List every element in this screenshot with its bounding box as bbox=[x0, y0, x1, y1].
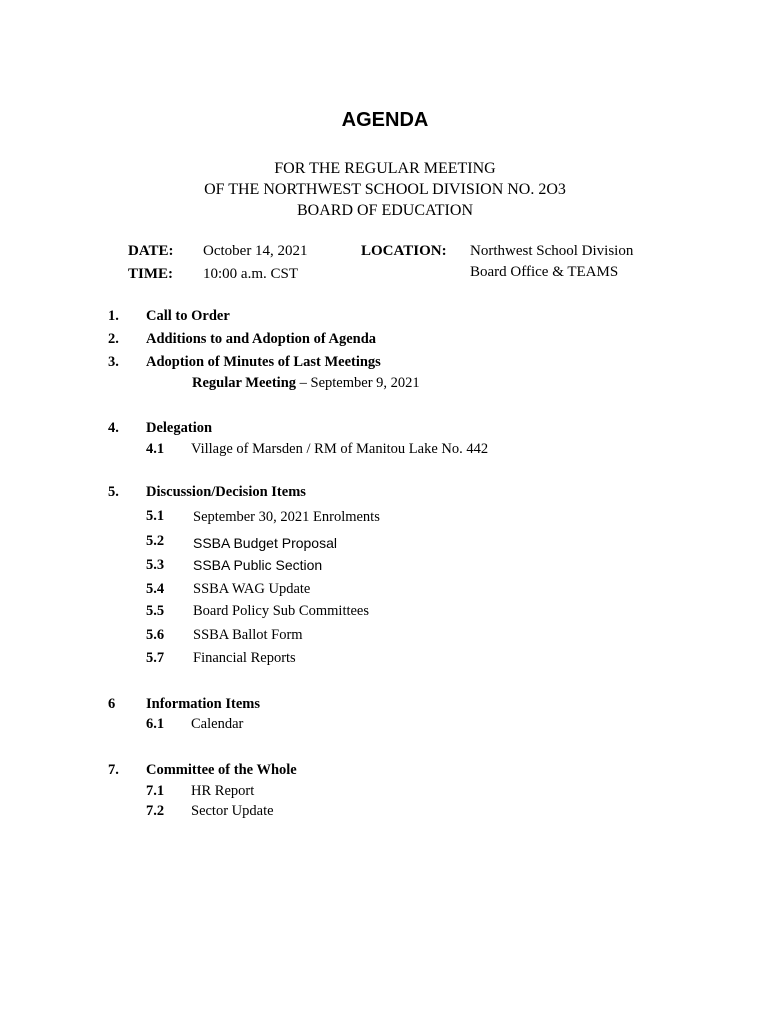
sub-item-number: 5.5 bbox=[146, 603, 165, 619]
item-title: Additions to and Adoption of Agenda bbox=[146, 331, 377, 347]
sub-item-number: 4.1 bbox=[146, 441, 165, 457]
sub-item-number: 7.2 bbox=[146, 803, 165, 819]
location-line-1: Northwest School Division bbox=[470, 243, 634, 259]
subtitle-line-3: BOARD OF EDUCATION bbox=[296, 202, 473, 219]
item-title: Committee of the Whole bbox=[146, 762, 297, 778]
item-title: Adoption of Minutes of Last Meetings bbox=[146, 354, 381, 370]
minutes-detail-bold: Regular Meeting bbox=[192, 375, 297, 391]
sub-item-text: Calendar bbox=[191, 716, 244, 732]
sub-item-text: Board Policy Sub Committees bbox=[193, 603, 370, 619]
item-number: 1. bbox=[108, 308, 119, 324]
item-number: 7. bbox=[108, 762, 119, 778]
item-title: Information Items bbox=[146, 696, 260, 712]
sub-item-text: Village of Marsden / RM of Manitou Lake No. 442 bbox=[191, 441, 489, 457]
subtitle-line-2: OF THE NORTHWEST SCHOOL DIVISION NO. 2O3 bbox=[204, 181, 566, 198]
sub-item-number: 6.1 bbox=[146, 716, 165, 732]
time-value: 10:00 a.m. CST bbox=[203, 266, 299, 282]
item-title: Delegation bbox=[146, 420, 213, 436]
item-title: Call to Order bbox=[146, 308, 230, 324]
sub-item-text: SSBA Public Section bbox=[193, 557, 323, 573]
item-number: 6 bbox=[108, 696, 116, 712]
sub-item-number: 5.1 bbox=[146, 508, 165, 524]
sub-item-text: Sector Update bbox=[191, 803, 274, 819]
item-number: 4. bbox=[108, 420, 119, 436]
agenda-title: AGENDA bbox=[341, 109, 429, 131]
sub-item-number: 5.6 bbox=[146, 627, 165, 643]
subtitle-line-1: FOR THE REGULAR MEETING bbox=[274, 160, 496, 177]
item-number: 3. bbox=[108, 354, 119, 370]
location-line-2: Board Office & TEAMS bbox=[470, 264, 619, 280]
sub-item-text: SSBA WAG Update bbox=[193, 581, 311, 597]
sub-item-number: 5.3 bbox=[146, 557, 165, 573]
sub-item-number: 5.4 bbox=[146, 581, 165, 597]
sub-item-text: HR Report bbox=[191, 783, 255, 799]
item-title: Discussion/Decision Items bbox=[146, 484, 306, 500]
minutes-detail-rest: – September 9, 2021 bbox=[296, 375, 420, 391]
minutes-detail bbox=[192, 375, 420, 392]
date-value: October 14, 2021 bbox=[203, 243, 308, 259]
sub-item-text: September 30, 2021 Enrolments bbox=[193, 509, 380, 525]
sub-item-number: 7.1 bbox=[146, 783, 165, 799]
time-label: TIME: bbox=[128, 266, 173, 282]
item-number: 2. bbox=[108, 331, 119, 347]
location-label: LOCATION: bbox=[361, 243, 447, 259]
sub-item-text: Financial Reports bbox=[193, 650, 296, 666]
sub-item-text: SSBA Ballot Form bbox=[193, 627, 303, 643]
sub-item-text: SSBA Budget Proposal bbox=[193, 535, 337, 551]
sub-item-number: 5.2 bbox=[146, 533, 165, 549]
sub-item-number: 5.7 bbox=[146, 650, 165, 666]
date-label: DATE: bbox=[128, 243, 174, 259]
item-number: 5. bbox=[108, 484, 119, 500]
